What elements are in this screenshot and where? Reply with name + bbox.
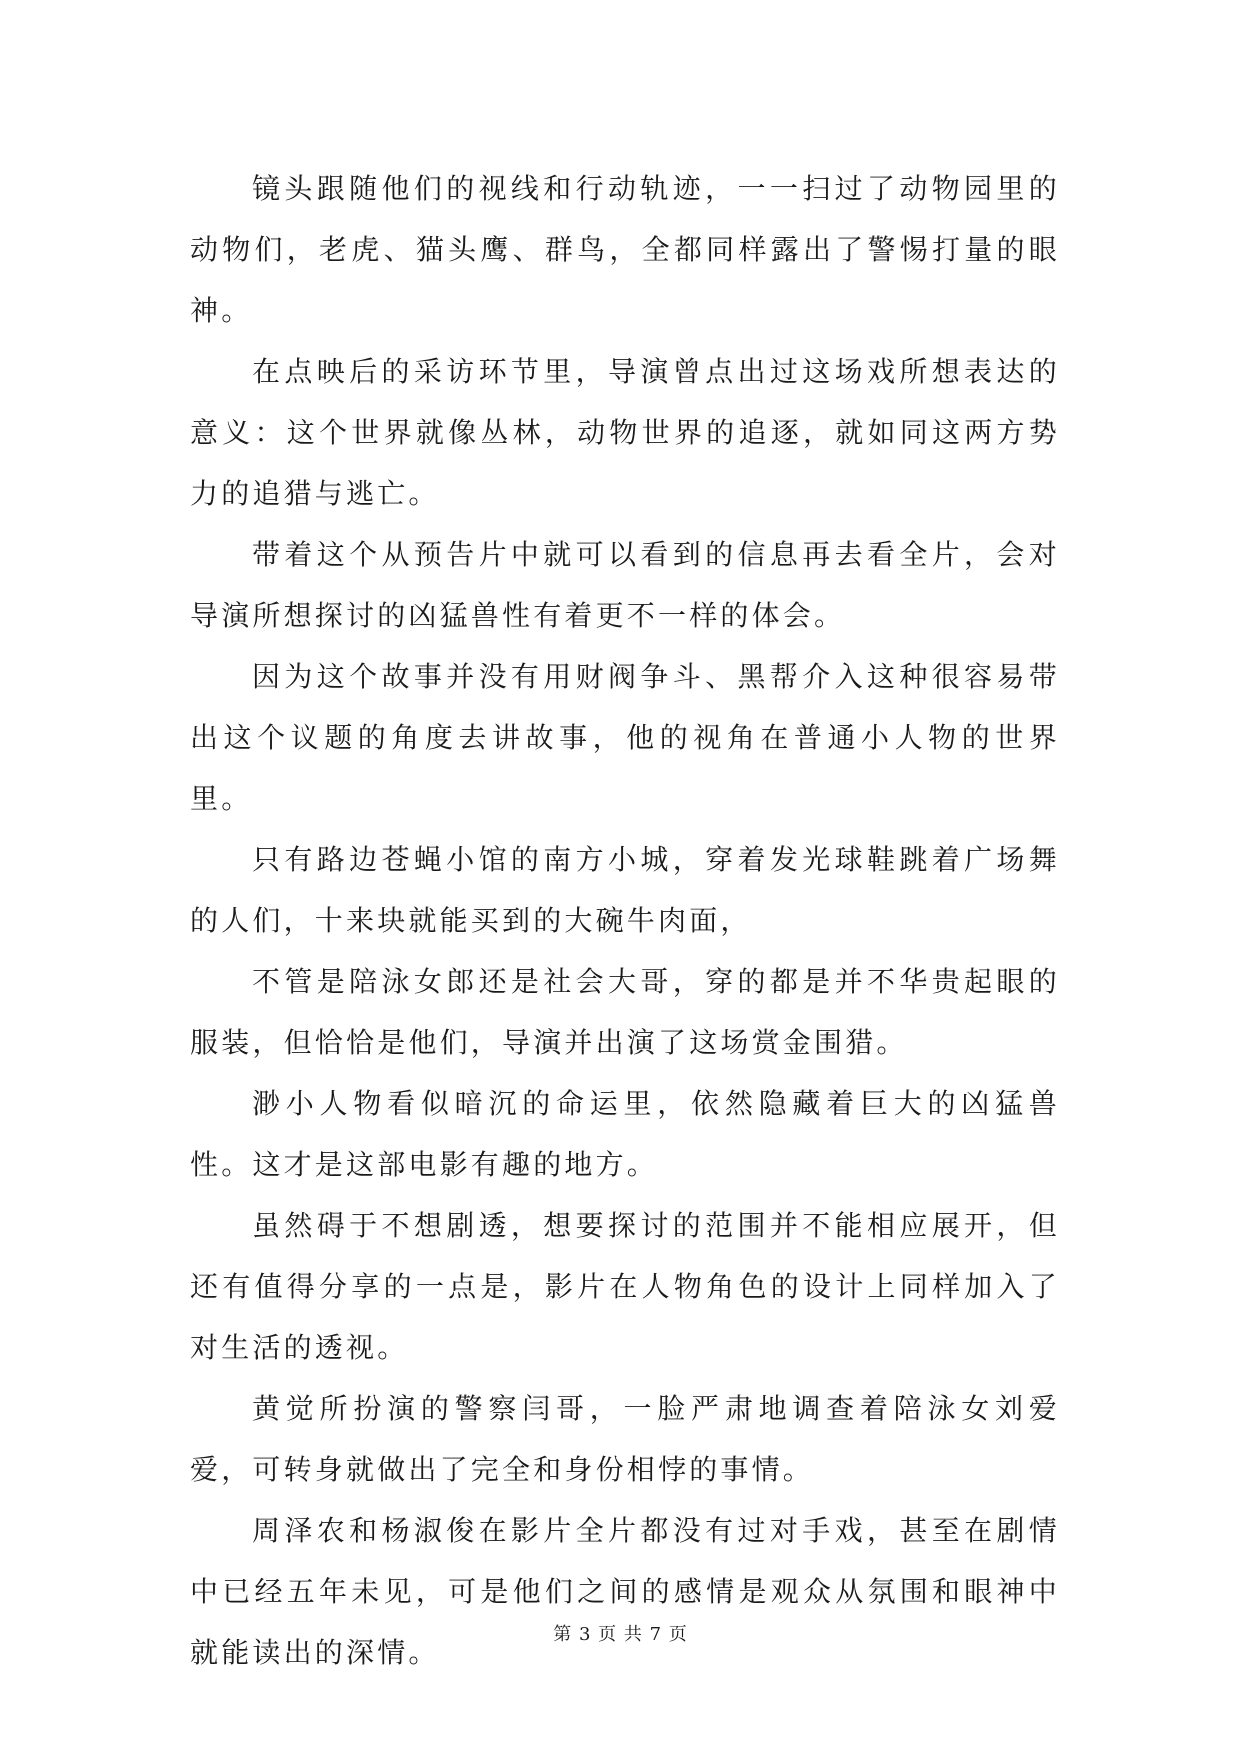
page-footer: [0, 1620, 1241, 1646]
body-text: [190, 158, 1060, 1683]
paragraph: 镜头跟随他们的视线和行动轨迹，一一扫过了动物园里的动物们，老虎、猫头鹰、群鸟，全都同样露出了警惕打量的眼神。: [190, 172, 1060, 327]
paragraph: 只有路边苍蝇小馆的南方小城，穿着发光球鞋跳着广场舞的人们，十来块就能买到的大碗牛肉面，: [190, 843, 1060, 937]
paragraph: 不管是陪泳女郎还是社会大哥，穿的都是并不华贵起眼的服装，但恰恰是他们，导演并出演了这场赏金围猎。: [190, 965, 1060, 1059]
paragraph: 黄觉所扮演的警察闫哥，一脸严肃地调查着陪泳女刘爱爱，可转身就做出了完全和身份相悖的事情。: [190, 1392, 1060, 1486]
paragraph: 带着这个从预告片中就可以看到的信息再去看全片，会对导演所想探讨的凶猛兽性有着更不一样的体会。: [190, 538, 1060, 632]
paragraph: 虽然碍于不想剧透，想要探讨的范围并不能相应展开，但还有值得分享的一点是，影片在人物角色的设计上同样加入了对生活的透视。: [190, 1209, 1060, 1364]
paragraph: 周泽农和杨淑俊在影片全片都没有过对手戏，甚至在剧情中已经五年未见，可是他们之间的感情是观众从氛围和眼神中就能读出的深情。: [190, 1514, 1060, 1669]
paragraph: 在点映后的采访环节里，导演曾点出过这场戏所想表达的意义：这个世界就像丛林，动物世界的追逐，就如同这两方势力的追猎与逃亡。: [190, 355, 1060, 510]
page-number: 第 3 页 共 7 页: [553, 1624, 688, 1645]
paragraph: 因为这个故事并没有用财阀争斗、黑帮介入这种很容易带出这个议题的角度去讲故事，他的视角在普通小人物的世界里。: [190, 660, 1060, 815]
paragraph: 渺小人物看似暗沉的命运里，依然隐藏着巨大的凶猛兽性。这才是这部电影有趣的地方。: [190, 1087, 1060, 1181]
